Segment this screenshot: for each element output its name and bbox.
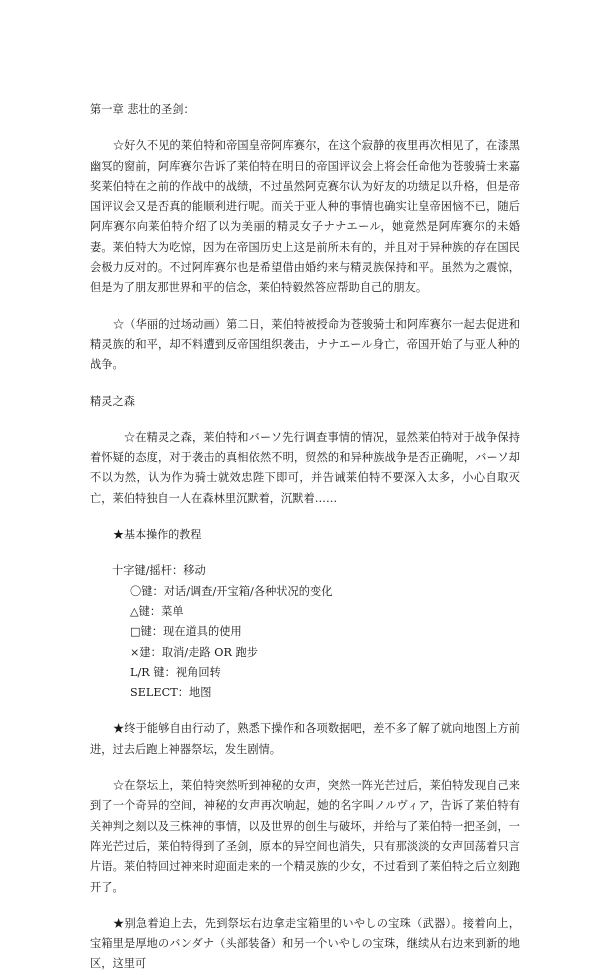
- paragraph-altar: ☆在祭坛上，莱伯特突然听到神秘的女声，突然一阵光芒过后，莱伯特发现自己来到了一个奇异的空间，神秘的女声再次响起，她的名字叫ノルヴィア，告诉了莱伯特有关神判之刻以及三株神的事情，以及世界的创生与破坏，并给与了莱伯特一把圣剑，一阵光芒过后，莱伯特得到了圣剑，原本的异空间也消失，只有那淡淡的女声回荡着只言片语。莱伯特回过神来时迎面走来的一个精灵族的少女，不过看到了莱伯特之后立刻跑开了。: [90, 779, 520, 894]
- paragraph-cutscene: ☆（华丽的过场动画）第二日，莱伯特被授命为苍骏骑士和阿库赛尔一起去促进和精灵族的和平，却不料遭到反帝国组织袭击，ナナエール身亡，帝国开始了与亚人种的战争。: [90, 317, 520, 372]
- control-item-square: □键：现在道具的使用: [130, 625, 242, 639]
- tutorial-heading: ★基本操作的教程: [113, 528, 202, 542]
- chapter-title: 第一章 悲壮的圣剑：: [90, 103, 195, 116]
- control-item-triangle: △键：菜单: [130, 604, 184, 618]
- control-item-dpad: 十字键/摇杆：移动: [112, 564, 206, 578]
- document-page: [90, 100, 520, 975]
- spacer: [90, 703, 520, 719]
- section-heading-forest: 精灵之森: [90, 394, 135, 408]
- controls-list: [90, 561, 520, 703]
- paragraph-reunion: ☆好久不见的莱伯特和帝国皇帝阿库赛尔，在这个寂静的夜里再次相见了，在漆黑幽冥的窗前，阿库赛尔告诉了莱伯特在明日的帝国评议会上将会任命他为苍骏骑士来嘉奖莱伯特在之前的作战中的战绩，不过虽然阿克赛尔认为好友的功绩足以升格，但是帝国评议会又是否真的能顺利进行呢。而关于亚人种的事情也确实让皇帝困恼不已，随后阿库赛尔向莱伯特介绍了以为美丽的精灵女子ナナエール，她竟然是阿库赛尔的未婚妻。莱伯特大为吃惊，因为在帝国历史上这是前所未有的，并且对于异种族的存在国民会极力反对的。不过阿库赛尔也是希望借由婚约来与精灵族保持和平。虽然为之震惊，但是为了朋友那世界和平的信念，莱伯特毅然答应帮助自己的朋友。: [90, 139, 520, 295]
- paragraph-free-movement: ★终于能够自由行动了，熟悉下操作和各项数据吧，差不多了解了就向地图上方前进，过去后跑上神器祭坛，发生剧情。: [90, 722, 520, 756]
- spacer: [90, 299, 520, 315]
- spacer: [90, 898, 520, 914]
- control-item-circle: 〇键：对话/调查/开宝箱/各种状况的变化: [130, 584, 333, 598]
- paragraph-treasure: ★别急着迫上去，先到祭坛右边拿走宝箱里的いやしの宝珠（武器）。接着向上，宝箱里是厚地のバンダナ（头部装备）和另一个いやしの宝珠，继续从右边来到新的地区，这里可: [90, 916, 520, 971]
- paragraph-forest: ☆在精灵之森，莱伯特和バーソ先行调查事情的情况，显然莱伯特对于战争保持着怀疑的态度，对于袭击的真相依然不明，贸然的和异种族战争是否正确呢，バーソ却不以为然，认为作为骑士就效忠陛下即可，并告诫莱伯特不要深入太多，小心自取灭亡，莱伯特独自一人在森林里沉默着，沉默着……: [90, 430, 520, 505]
- spacer: [90, 509, 520, 525]
- control-item-cross: ×建：取消/走路 OR 跑步: [130, 645, 259, 659]
- spacer: [90, 412, 520, 428]
- spacer: [90, 120, 520, 136]
- control-item-lr: L/R 键：视角回转: [130, 665, 221, 679]
- spacer: [90, 376, 520, 392]
- control-item-select: SELECT：地图: [130, 686, 212, 700]
- spacer: [90, 545, 520, 561]
- spacer: [90, 760, 520, 776]
